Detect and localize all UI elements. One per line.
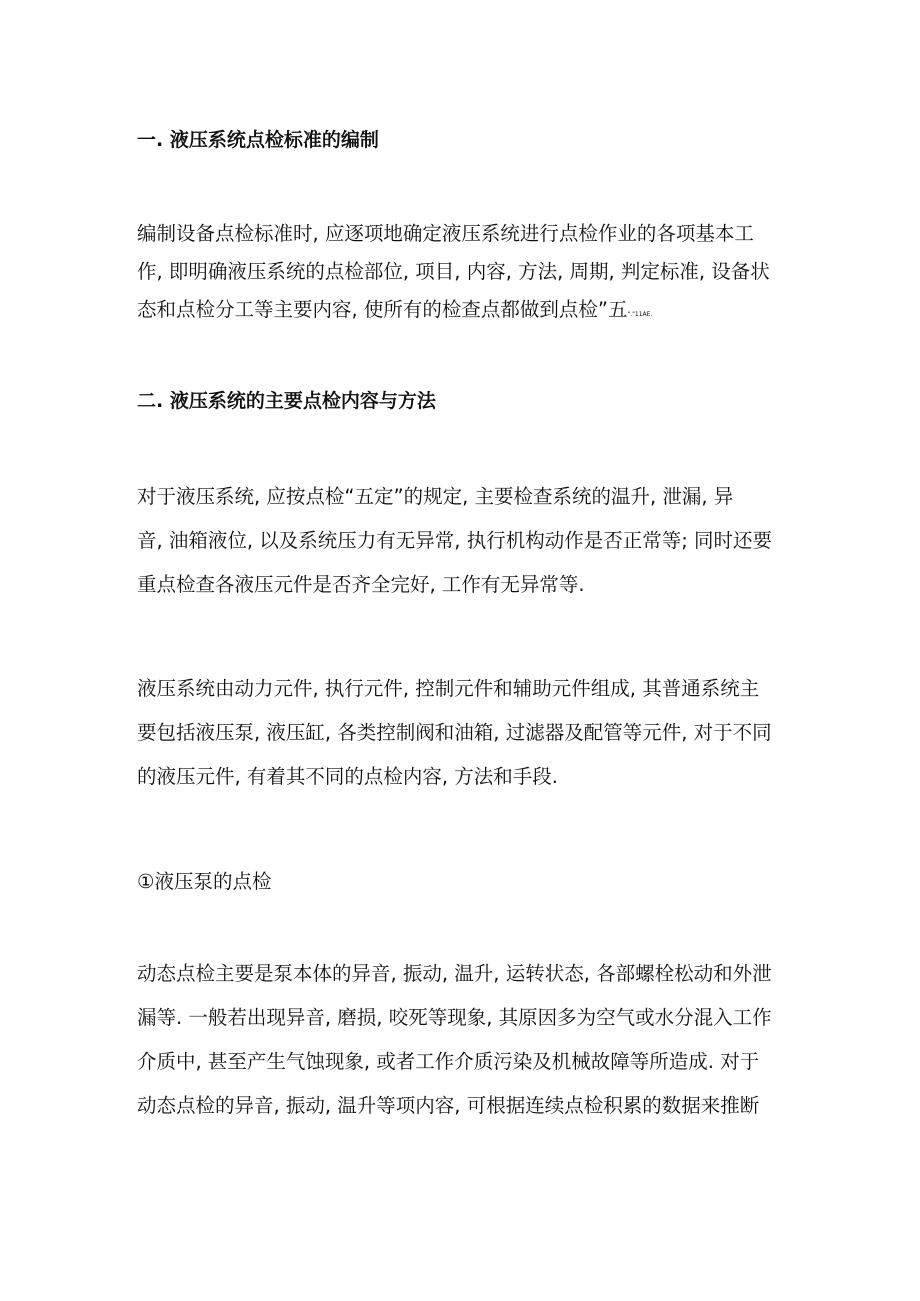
text-line: 重点检查各液压元件是否齐全完好, 工作有无异常等. bbox=[137, 573, 585, 596]
subsection-pump-heading bbox=[137, 870, 797, 894]
text-line bbox=[137, 298, 797, 322]
section-2-paragraph-2 bbox=[137, 677, 797, 789]
text-line: 介质中, 甚至产生气蚀现象, 或者工作介质污染及机械故障等所造成. 对于 bbox=[137, 1050, 760, 1073]
section-2-heading: 二. 液压系统的主要点检内容与方法 bbox=[137, 390, 436, 412]
text-line: 作, 即明确液压系统的点检部位, 项目, 内容, 方法, 周期, 判定标准, 设备状 bbox=[137, 260, 770, 283]
text-line: 对于液压系统, 应按点检“五定”的规定, 主要检查系统的温升, 泄漏, 异 bbox=[137, 485, 734, 508]
text-line: 动态点检主要是泵本体的异音, 振动, 温升, 运转状态, 各部螺栓松动和外泄 bbox=[137, 962, 772, 985]
text-line: 编制设备点检标准时, 应逐项地确定液压系统进行点检作业的各项基本工 bbox=[137, 222, 754, 245]
section-1-paragraph-1 bbox=[137, 222, 797, 322]
section-2-paragraph-1 bbox=[137, 485, 797, 597]
section-1-heading: 一. 液压系统点检标准的编制 bbox=[137, 129, 379, 151]
text-line: ①液压泵的点检 bbox=[137, 870, 272, 893]
text-line: 音, 油箱液位, 以及系统压力有无异常, 执行机构动作是否正常等; 同时还要 bbox=[137, 529, 772, 552]
text-line: 动态点检的异音, 振动, 温升等项内容, 可根据连续点检积累的数据来推断 bbox=[137, 1094, 760, 1117]
tiny-note: "."11AE. bbox=[627, 311, 653, 318]
section-2-paragraph-3 bbox=[137, 962, 797, 1118]
text-line: 漏等. 一般若出现异音, 磨损, 咬死等现象, 其原因多为空气或水分混入工作 bbox=[137, 1006, 772, 1029]
text-line-main: 态和点检分工等主要内容, 使所有的检查点都做到点检”五 bbox=[137, 298, 628, 321]
text-line: 液压系统由动力元件, 执行元件, 控制元件和辅助元件组成, 其普通系统主 bbox=[137, 677, 760, 700]
text-line: 要包括液压泵, 液压缸, 各类控制阀和油箱, 过滤器及配管等元件, 对于不同 bbox=[137, 721, 772, 744]
text-line: 的液压元件, 有着其不同的点检内容, 方法和手段. bbox=[137, 765, 558, 788]
